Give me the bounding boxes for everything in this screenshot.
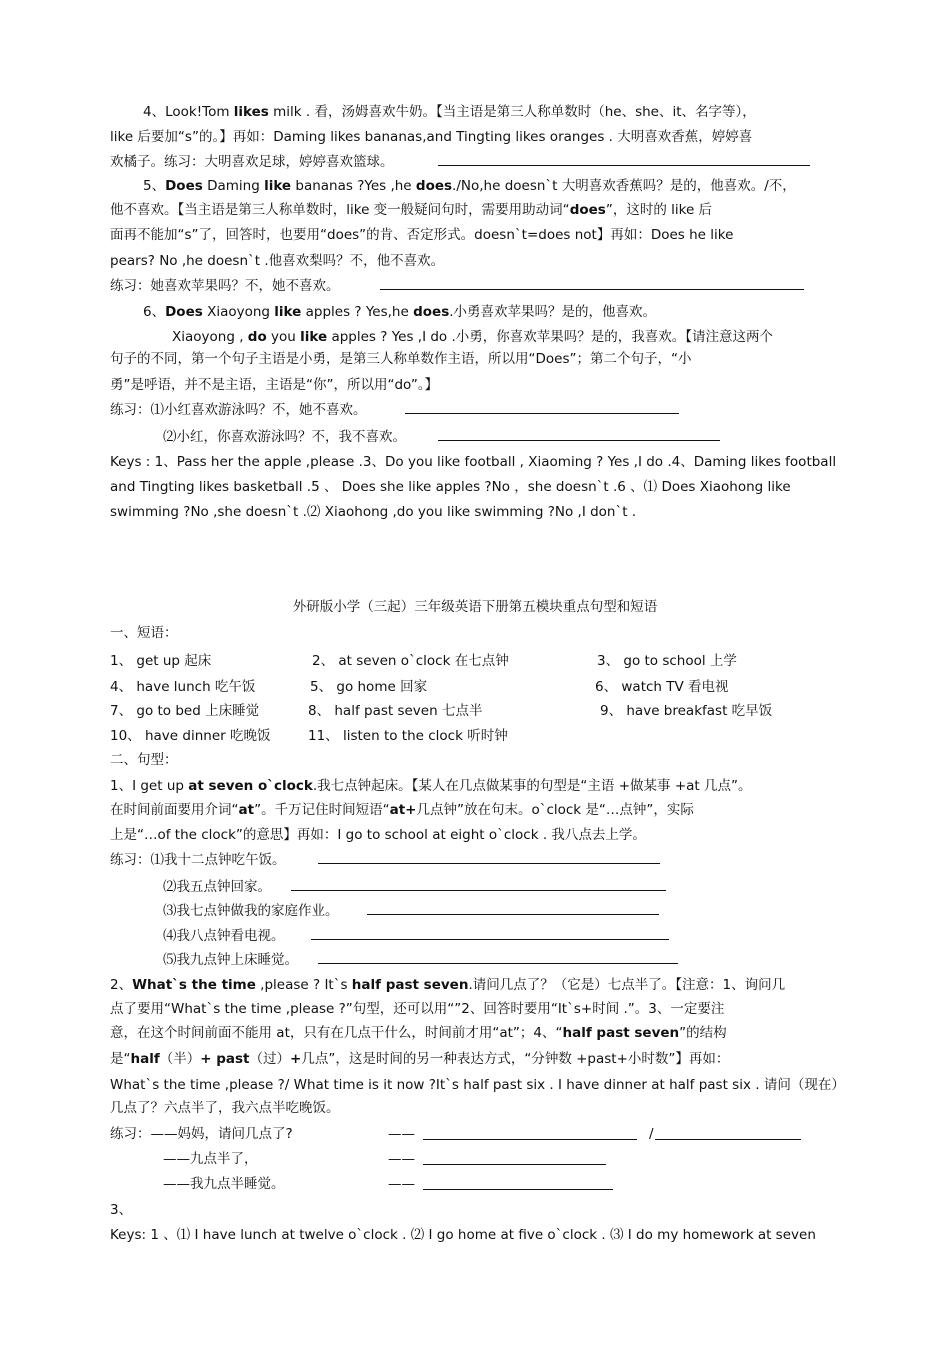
phrase-item: 10、 have dinner 吃晚饭 [110, 728, 271, 744]
keys-line-2: and Tingting likes basketball .5 、 Does she like apples ?No ，she doesn`t .6 、⑴ Does Xiaohong like [110, 479, 791, 495]
answer-blank[interactable] [367, 901, 659, 915]
keys-line-1: Keys : 1、Pass her the apple ,please .3、Do you like football , Xiaoming ? Yes ,I do .4、Daming likes football [110, 454, 837, 470]
phrase-item: 1、 get up 起床 [110, 653, 212, 669]
item-6-exercise-2: ⑵小红，你喜欢游泳吗？不，我不喜欢。 [163, 427, 891, 446]
pattern-1-exercise-1: 练习：⑴我十二点钟吃午饭。 [110, 850, 838, 869]
phrase-item: 8、 half past seven 七点半 [308, 703, 483, 719]
answer-separator: / [649, 1126, 654, 1142]
answer-dash: —— [388, 1176, 415, 1192]
item-5-line-3: 面再不能加“s”了，回答时，也要用“does”的肯、否定形式。doesn`t=does not】再如：Does he like [110, 227, 734, 243]
answer-blank[interactable] [655, 1126, 801, 1140]
item-6-line-4: 勇”是呼语，并不是主语，主语是“你”，所以用“do”。】 [110, 377, 439, 393]
pattern-2-line-5: What`s the time ,please ?/ What time is it now ?It`s half past six . I have dinner at half past six . 请问（现在） [110, 1077, 845, 1093]
section-title: 外研版小学（三起）三年级英语下册第五模块重点句型和短语 [292, 599, 658, 615]
pattern-1-exercise-2: ⑵我五点钟回家。 [163, 877, 891, 896]
phrase-item: 3、 go to school 上学 [597, 653, 737, 669]
phrase-item: 2、 at seven o`clock 在七点钟 [312, 653, 509, 669]
answer-blank[interactable] [318, 850, 660, 864]
answer-blank[interactable] [423, 1126, 637, 1140]
pattern-2-line-6: 几点了？六点半了，我六点半吃晚饭。 [110, 1100, 340, 1116]
answer-blank[interactable] [291, 877, 666, 891]
answer-blank[interactable] [438, 427, 720, 441]
phrase-item: 7、 go to bed 上床睡觉 [110, 703, 260, 719]
item-4-line-2: like 后要加“s”的。】再如：Daming likes bananas,and Tingting likes oranges . 大明喜欢香蕉，婷婷喜 [110, 129, 753, 145]
pattern-2-line-3: 意，在这个时间前面不能用 at，只有在几点干什么，时间前才用“at”；4、“half past seven”的结构 [110, 1025, 727, 1041]
pattern-1-exercise-4: ⑷我八点钟看电视。 [163, 926, 891, 945]
pattern-1-exercise-3: ⑶我七点钟做我的家庭作业。 [163, 901, 891, 920]
answer-blank[interactable] [318, 950, 678, 964]
item-4-line-3: 欢橘子。练习：大明喜欢足球，婷婷喜欢篮球。 [110, 152, 838, 171]
answer-blank[interactable] [311, 926, 669, 940]
item-5-line-2: 他不喜欢。【当主语是第三人称单数时，like 变一般疑问句时，需要用助动词“does”，这时的 like 后 [110, 202, 713, 218]
keys-line-3: swimming ?No ,she doesn`t .⑵ Xiaohong ,do you like swimming ?No ,I don`t . [110, 504, 637, 520]
phrases-heading: 一、短语： [110, 625, 178, 641]
pattern-1-line-1: 1、I get up at seven o`clock.我七点钟起床。【某人在几点做某事的句型是“主语 +做某事 +at 几点”。 [110, 778, 752, 794]
pattern-2-line-4: 是“half（半）+ past（过）+几点”，这是时间的另一种表达方式，“分钟数 +past+小时数”】再如： [110, 1051, 730, 1067]
answer-dash: —— [388, 1126, 415, 1142]
pattern-3-number: 3、 [110, 1202, 133, 1218]
pattern-2-exercise-1: 练习：——妈妈，请问几点了? [110, 1126, 293, 1142]
item-6-line-3: 句子的不同，第一个句子主语是小勇，是第三人称单数作主语，所以用“Does”；第二个句子，“小 [110, 351, 692, 367]
answer-blank[interactable] [423, 1151, 606, 1165]
phrase-item: 6、 watch TV 看电视 [595, 679, 729, 695]
item-6-exercise-1: 练习：⑴小红喜欢游泳吗？不，她不喜欢。 [110, 400, 838, 419]
phrase-item: 5、 go home 回家 [310, 679, 428, 695]
phrase-item: 4、 have lunch 吃午饭 [110, 679, 256, 695]
pattern-1-line-2: 在时间前面要用介词“at”。千万记住时间短语“at+几点钟”放在句末。o`clock 是“…点钟”，实际 [110, 802, 694, 818]
sentences-heading: 二、句型： [110, 752, 178, 768]
item-6-line-2: Xiaoyong , do you like apples ? Yes ,I do .小勇，你喜欢苹果吗？是的，我喜欢。【请注意这两个 [172, 329, 774, 345]
item-5-line-5: 练习：她喜欢苹果吗？不，她不喜欢。 [110, 276, 838, 295]
pattern-2-line-2: 点了要用“What`s the time ,please ?”句型，还可以用“”2、回答时要用“It`s+时间 .”。3、一定要注 [110, 1001, 725, 1017]
item-6-line-1: 6、Does Xiaoyong like apples ? Yes,he does.小勇喜欢苹果吗？是的，他喜欢。 [143, 304, 657, 320]
item-5-line-1: 5、Does Daming like bananas ?Yes ,he does./No,he doesn`t 大明喜欢香蕉吗？是的，他喜欢。/不， [143, 178, 796, 194]
item-5-line-4: pears? No ,he doesn`t .他喜欢梨吗？不，他不喜欢。 [110, 253, 445, 269]
answer-dash: —— [388, 1151, 415, 1167]
answer-blank[interactable] [405, 400, 679, 414]
phrase-item: 9、 have breakfast 吃早饭 [600, 703, 773, 719]
pattern-1-exercise-5: ⑸我九点钟上床睡觉。 [163, 950, 891, 969]
answer-blank[interactable] [438, 152, 810, 166]
answer-blank[interactable] [423, 1176, 613, 1190]
pattern-2-line-1: 2、What`s the time ,please ? It`s half past seven.请问几点了？（它是）七点半了。【注意：1、询问几 [110, 977, 786, 993]
pattern-2-exercise-2: ——九点半了， [163, 1151, 258, 1167]
item-4-line-1: 4、Look!Tom likes milk . 看，汤姆喜欢牛奶。【当主语是第三人称单数时（he、she、it、名字等）， [143, 104, 756, 120]
answer-blank[interactable] [380, 276, 804, 290]
phrase-item: 11、 listen to the clock 听时钟 [308, 728, 508, 744]
pattern-1-line-3: 上是“…of the clock”的意思】再如：I go to school at eight o`clock . 我八点去上学。 [110, 827, 646, 843]
keys-2: Keys: 1 、⑴ I have lunch at twelve o`clock . ⑵ I go home at five o`clock . ⑶ I do my homework at seven [110, 1227, 816, 1243]
pattern-2-exercise-3: ——我九点半睡觉。 [163, 1176, 285, 1192]
